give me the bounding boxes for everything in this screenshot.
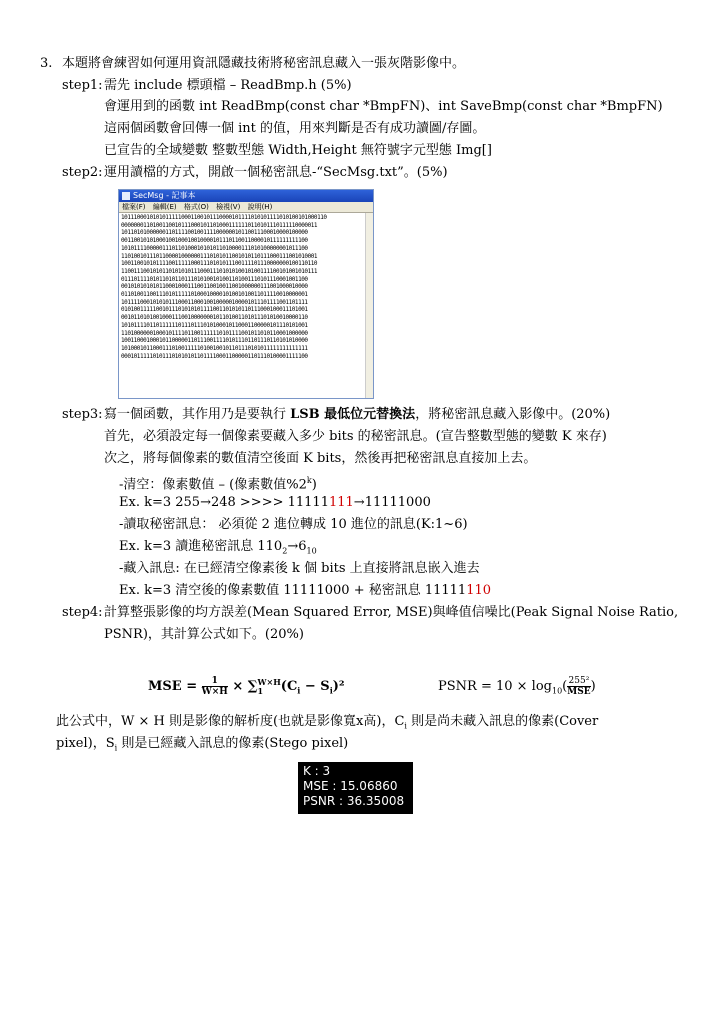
ex2-sub2: 10 [306,546,317,556]
notepad-line: 00110010101000100100010010000101110110011000010111111111100 [121,237,308,245]
step1-line2: 這兩個函數會回傳一個 int 的值，用來判斷是否有成功讀圖/存圖。 [104,121,486,136]
psnr-close: ) [590,679,596,694]
step4-text2: PSNR)，其計算公式如下。(20%) [104,627,304,642]
menu-edit[interactable]: 編輯(E) [152,203,177,211]
notepad-line: 00010111110101110101010110111100011000001101110100001111100 [121,352,308,360]
step4-text: 計算整張影像的均方誤差(Mean Squared Error, MSE)與峰值信噪比(Peak Signal Noise Ratio, [104,605,679,620]
step1-line3: 已宣告的全域變數 整數型態 Width,Height 無符號字元型態 Img[] [104,143,492,158]
step3-line5: -讀取秘密訊息： 必須從 2 進位轉成 10 進位的訊息(K:1~6) [119,517,468,532]
mse-sum: × ∑ [232,679,258,694]
step1-line1: 會運用到的函數 int ReadBmp(const char *BmpFN)、int SaveBmp(const char *BmpFN) [104,99,663,114]
mse-sup: W×H [257,676,281,687]
step2-label: step2: [62,165,103,180]
menu-format[interactable]: 格式(O) [183,203,209,211]
mse-den: W×H [201,687,228,697]
notepad-line: 11001110010101101010101110001110101010010100111100101001010111 [121,267,318,275]
notepad-title: SecMsg - 記事本 [133,191,196,200]
psnr-formula [438,676,596,697]
notepad-line: 10101111000001110110100010101011010000111010100000001011100 [121,244,308,252]
psnr-open: ( [562,679,568,694]
mse-sub: 1 [257,685,264,696]
step4-label: step4: [62,605,103,620]
notepad-line: 10111000101010111110001100101110000101111010101111010100101000110 [121,214,327,221]
mse-s: − S [300,679,330,694]
notepad-text-area[interactable] [119,213,373,361]
result-mse: MSE : 15.06860 [303,779,398,793]
step1-label: step1: [62,78,103,93]
notepad-line: 10110101000000110111100100111100000010110011100010000100000 [121,229,308,237]
mse-si: i [329,685,333,696]
notepad-line: 00101101010010001110010000000101101001101011101010010000110 [121,314,308,322]
notepad-line: 10100010110001110100111110100100101101110101011111111111111 [121,344,308,352]
notepad-titlebar [119,190,373,202]
menu-view[interactable]: 檢視(V) [216,203,241,211]
explain-line1 [56,714,598,735]
notepad-line: 00101010101011000100011100110010011001000000111001000010000 [121,283,308,291]
ex1-text: Ex. k=3 255→248 >>>> 11111 [119,495,329,510]
result-k: K : 3 [303,764,331,778]
clear-close: ) [311,477,317,493]
notepad-menubar [119,202,373,213]
menu-help[interactable]: 說明(H) [247,203,273,211]
explain-2a: pixel)，S [56,736,115,751]
explain-1b: 則是尚未藏入訊息的像素(Cover [406,714,599,729]
step3-line2: 次之，將每個像素的數值清空後面 K bits，然後再把秘密訊息直接加上去。 [104,451,537,466]
notepad-line: 11010010111011000010000001110101011001010110111000111001010001 [121,252,318,260]
ex3-red: 110 [466,583,492,598]
notepad-window [118,189,374,399]
notepad-line: 01101001100111010111110100010000101001010011011110010000001 [121,291,308,299]
psnr-num: 255² [568,676,590,686]
notepad-line: 01010011111001011101010101111001101010110111000100011101001 [121,306,308,314]
notepad-scrollbar[interactable] [365,213,373,398]
mse-c: (C [280,679,298,694]
step3-line6 [119,539,317,560]
notepad-icon [122,192,130,200]
explain-line2 [56,736,348,757]
clear-formula: -清空：像素數值 – (像素數值%2 [119,477,307,493]
ex3-text: Ex. k=3 清空後的像素數值 11111000 + 秘密訊息 11111 [119,583,467,598]
step2-text: 運用讀檔的方式，開啟一個秘密訊息-“SecMsg.txt”。(5%) [104,165,448,180]
explain-1a: 此公式中，W × H 則是影像的解析度(也就是影像寬x高)，C [56,714,405,729]
notepad-line: 10011000100010110000011011100111101011101101110110101010000 [121,337,308,345]
explain-si: i [114,743,118,753]
notepad-line: 11010000001000101111011001111110101111001011010110001000000 [121,329,308,337]
ex2-sub1: 2 [282,546,288,556]
menu-file[interactable]: 檔案(F) [122,203,146,211]
ex2-text: Ex. k=3 讀進秘密訊息 110 [119,539,283,554]
step1-text: 需先 include 標頭檔 – ReadBmp.h (5%) [104,78,352,93]
step3-pre: 寫一個函數，其作用乃是要執行 [104,407,291,422]
step3-bold: LSB 最低位元替換法 [290,407,416,422]
step3-line4 [119,495,431,511]
mse-formula [148,676,345,697]
question-number: 3. [40,56,53,71]
step3-line7: -藏入訊息: 在已經清空像素後 k 個 bits 上直接將訊息嵌入進去 [119,561,480,576]
mse-end: )² [332,679,345,694]
notepad-line: 10011001010111100111110001110101011100111101110000000100110110 [121,260,318,268]
result-psnr: PSNR : 36.35008 [303,794,405,808]
notepad-line: 10101111011011111101110111010100010110001100000101110101001 [121,321,308,329]
step3-line3 [119,473,317,493]
notepad-line: 10111100010101011100011000100100000100001011101111001101111 [121,298,308,306]
ex1-red: 111 [328,495,354,510]
explain-ci: i [404,721,407,731]
step3-post: ，將秘密訊息藏入影像中。(20%) [415,407,611,422]
step3-line8 [119,583,491,599]
ex2-arrow: →6 [287,539,307,554]
mse-num: 1 [202,676,228,687]
question-title: 本題將會練習如何運用資訊隱藏技術將秘密訊息藏入一張灰階影像中。 [62,56,466,71]
ex1-post: →11111000 [353,495,431,510]
mse-lhs: MSE = [148,679,198,694]
step3-line1: 首先，必須設定每一個像素要藏入多少 bits 的秘密訊息。(宣告整數型態的變數 K 來存) [104,429,607,444]
psnr-log-base: 10 [551,686,563,696]
step3-label: step3: [62,407,103,422]
notepad-line: 00000001101001100101110001011010001111110110101110111110000011 [121,221,318,229]
psnr-lhs: PSNR = 10 × log [438,679,552,694]
result-console [298,762,413,814]
explain-2b: 則是已經藏入訊息的像素(Stego pixel) [117,736,349,751]
mse-ci: i [297,685,301,696]
step3-text [104,407,610,423]
notepad-line: 01110111101011010110111010100101001101001110101110001001100 [121,275,308,283]
clear-exp: k [306,476,312,485]
psnr-den: MSE [567,687,591,697]
